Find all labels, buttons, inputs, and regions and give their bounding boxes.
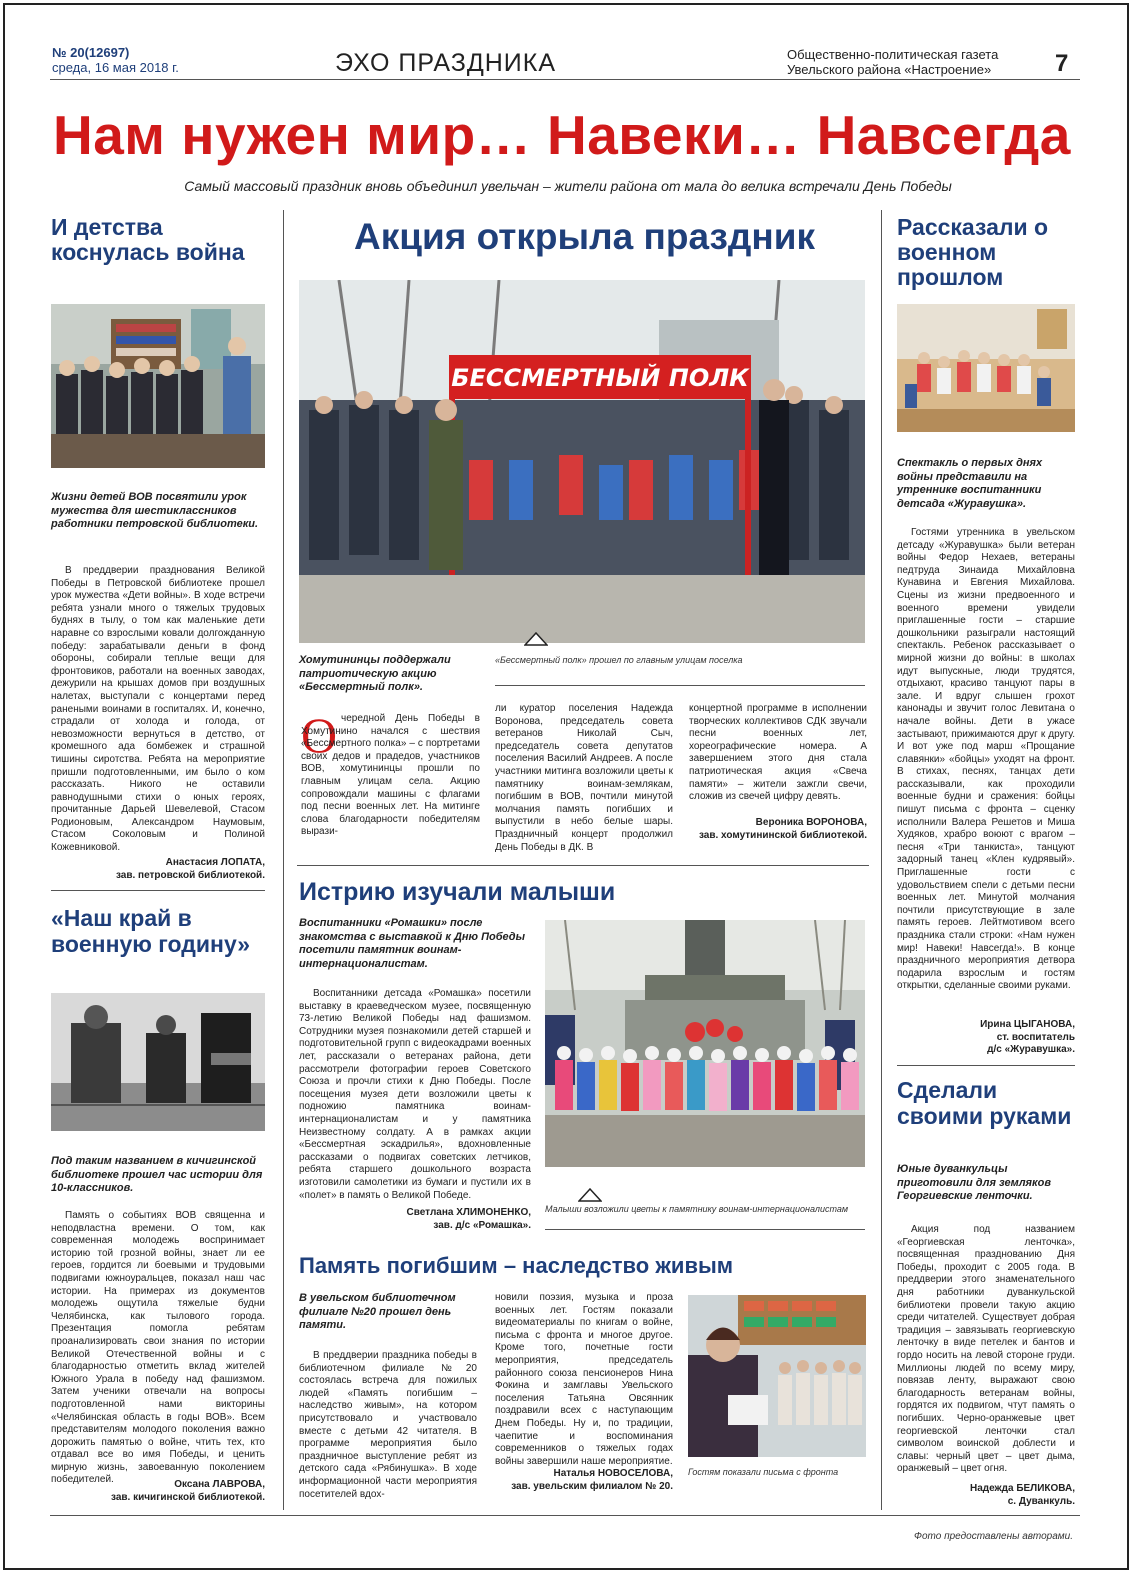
kindergarten-play-photo xyxy=(897,304,1075,432)
article-center-title: Акция открыла праздник xyxy=(354,216,815,257)
divider xyxy=(897,1065,1075,1066)
divider xyxy=(51,890,265,891)
main-headline: Нам нужен мир… Навеки… Навсегда xyxy=(53,104,1071,166)
author-name: Ирина ЦЫГАНОВА, xyxy=(980,1019,1075,1030)
war-history-photo xyxy=(51,993,265,1131)
author-position: зав. хомутининской библиотекой. xyxy=(698,829,867,841)
library-photo-caption: Гостям показали письма с фронта xyxy=(688,1467,839,1477)
article-right1-lead: Спектакль о первых днях войны представили на утреннике воспитанники детсада «Журавушка». xyxy=(897,457,1043,510)
kids-photo-caption: Малыши возложили цветы к памятнику воинам-интернационалистам xyxy=(545,1204,849,1214)
article-left2-title: «Наш край в военную годину» xyxy=(51,905,251,957)
article-center-col3: концертной программе в исполнении творческих коллективов СДК звучали песни военных лет, хореографические номера. А завершением этого дня стала патриотическая акция «Свеча памяти» – жители зажгли свечи, сложив из свечей цифру девять. xyxy=(689,703,867,803)
article-right2-title: Сделали своими руками xyxy=(897,1077,1072,1129)
newspaper-page xyxy=(3,3,1129,1570)
article-left1-title: И детства коснулась война xyxy=(51,214,245,265)
article-left1-lead: Жизни детей ВОВ посвятили урок мужества для шестиклассников работники петровской библиотеки. xyxy=(51,491,259,530)
library-lesson-photo xyxy=(51,304,265,468)
column-divider-left xyxy=(283,210,284,1510)
author-position: зав. д/с «Ромашка». xyxy=(433,1219,531,1231)
article-center-author xyxy=(689,817,867,842)
author-position: д/с «Журавушка». xyxy=(987,1044,1075,1056)
issue-info xyxy=(52,45,179,75)
paper-name-line2: Увельского района «Настроение» xyxy=(787,62,992,77)
article-history-title: Истрию изучали малыши xyxy=(299,878,616,906)
author-name: Оксана ЛАВРОВА, xyxy=(174,1479,265,1490)
author-position: зав. кичигинской библиотекой. xyxy=(110,1491,265,1503)
banner-text: БЕССМЕРТНЫЙ ПОЛК xyxy=(451,364,749,392)
header-rule xyxy=(50,79,1080,80)
dropcap: О xyxy=(301,707,338,763)
article-right1-author xyxy=(897,1019,1075,1057)
article-left1-body: В преддверии празднования Великой Победы в Петровской библиотеке прошел урок мужества «Дети войны». В ходе встречи ребята узнали много о тяжелых трудовых буднях в тылу, о том как маленькие дети наравне со взрослыми ковали долгожданную победу: зарабатывали деньги в фонд обороны, собирали теплые вещи для фронтовиков, работали на военных заводах, дежурили на крышах домов при воздушных налетах, выступали с концертами перед ранеными воинами в госпиталях. И, конечно, страдали от холода и голода, от невозможности вернуться в детство, от кромешного ада бомбежек и страшной тишины сиротства. Ребята на мероприятие пришли подготовленными, им было о ком рассказать. Никого не оставили равнодушными стихи о юных героях, прочитанные Дарьей Шевелевой, Стасом Родионовым, Александром Наумовым, Стасом Соколовым и Полиной Кожевниковой. xyxy=(51,565,265,854)
article-right2-author xyxy=(897,1483,1075,1508)
page-number: 7 xyxy=(1055,50,1069,77)
main-subheadline: Самый массовый праздник вновь объединил увельчан – жители района от мала до велика встречали День Победы xyxy=(184,178,952,194)
footer-rule xyxy=(50,1515,1080,1516)
paper-name xyxy=(787,47,998,77)
immortal-regiment-photo xyxy=(299,280,865,643)
author-position: ст. воспитатель xyxy=(996,1031,1075,1043)
article-left1-author xyxy=(51,857,265,882)
article-left2-lead: Под таким названием в кичигинской библиотеке прошел час истории для 10-классников. xyxy=(51,1155,263,1194)
column-divider-right xyxy=(881,210,882,1510)
article-history-lead: Воспитанники «Ромашки» после знакомства с выставкой к Дню Победы посетили памятник воинам-интернационалистам. xyxy=(299,917,525,970)
divider xyxy=(495,685,865,686)
article-right2-lead: Юные дуванкульцы приготовили для земляков Георгиевские ленточки. xyxy=(897,1163,1051,1202)
issue-date: среда, 16 мая 2018 г. xyxy=(52,60,179,75)
article-right1-body: Гостями утренника в увельском детсаду «Журавушка» были ветеран войны Федор Нехаев, ветераны педтруда Зинаида Михайловна Кунавина и Евгения Михайлова. Сцены из жизни предвоенного и военного времени увидели приглашенные гости – старшие дошкольники разыграли настоящий спектакль. Ребенок рассказывает о мирной жизни до войны: в школах идут выпускные, люди трудятся, отдыхают, красиво танцуют пары в зале. И вдруг слышен грохот канонады и звучит голос Левитана о начале войны. Дети в ужасе застывают, прижимаются друг к другу. И вот уже под марш «Прощание славянки» «бойцы» уходят на фронт. В стихах, песнях, танцах дети рассказывали, как проходили военные будни и сражения: бойцы пишут письма с фронта – сценку исполнили Валера Решетов и Миша Худяков, храбро воюют с врагом – песня «Три танкиста», танцуют задорный танец «Клен кудрявый». Приглашенные гости с удовольствием спели с детьми песни военных лет. Минутой молчания почтили присутствующие в зале память героев. Лейтмотивом всего праздника стали строки: «Нам нужен мир! Навеки! Навсегда!». В конце праздничного мероприятия детвора подарила взрослым и гостям открытки, сделанные своими руками. xyxy=(897,527,1075,992)
photo-credit: Фото предоставлены авторами. xyxy=(914,1531,1073,1542)
photo-marker-icon xyxy=(524,632,548,651)
article-right2-body: Акция под названием «Георгиевская ленточка», посвященная празднованию Дня Победы, проходит с 2005 года. В преддверии этого знаменательного дня работники дуванкульской библиотеки провели такую акцию среди читателей. Существует добрая традиция – завязывать георгиевскую ленточку в виде петелек и бантов и гордо носить на левой стороне груди. Миллионы людей по всему миру, повязав ленту, выражают свою благодарность ветеранам войны, гордятся их подвигом, чтут память о погибших. Черно-оранжевые цвет георгиевской ленточки стал символом воинской доблести и славы: черный цвет – цвет дыма, оранжевый – цвет огня. xyxy=(897,1224,1075,1475)
author-name: Надежда БЕЛИКОВА, xyxy=(969,1483,1075,1494)
regiment-photo-caption: «Бессмертный полк» прошел по главным улицам поселка xyxy=(495,655,743,665)
author-name: Вероника ВОРОНОВА, xyxy=(755,817,867,828)
article-left2-body: Память о событиях ВОВ священна и неподвластна времени. О том, как современная молодежь воспринимает историю той грозной войны, знает ли ее героев, гордится ли боевыми и трудовыми подвигами южноуральцев, показал наш час истории. На примерах из документов молодежь ощутила тяжелые будни Челябинска, как тылового города. Презентация помогла ребятам проанализировать свои знания по истории Великой Отечественной войны и с благодарностью отметить вклад жителей Южного Урала в победу над фашизмом. Затем ученики отвечали на вопросы подготовленной нами викторины «Челябинская область в годы ВОВ». Всем представителям молодого поколения важно дорожить памятью о войне, чтить тех, кто отдавал все во имя Победы, и ценить мирную жизнь, завоеванную поколением победителей. xyxy=(51,1210,265,1486)
author-name: Анастасия ЛОПАТА, xyxy=(165,857,265,868)
author-position: зав. петровской библиотекой. xyxy=(115,869,265,881)
paper-name-line1: Общественно-политическая газета xyxy=(787,47,999,62)
kids-monument-photo xyxy=(545,920,865,1167)
article-center-col2: ли куратор поселения Надежда Воронова, председатель совета ветеранов Николай Сыч, председатель совета депутатов поселения Василий Андреев. А после участники митинга возложили цветы к памятнику воинам-землякам, погибшим в ВОВ, почтили минутой молчания память погибших и выпустили в небо белые шары. Праздничный концерт продолжил День Победы в ДК. В xyxy=(495,703,673,853)
divider xyxy=(545,1229,865,1230)
divider xyxy=(297,865,869,866)
rubric-title: ЭХО ПРАЗДНИКА xyxy=(335,49,557,77)
article-memory-author xyxy=(495,1468,673,1493)
author-position: с. Дуванкуль. xyxy=(1007,1495,1075,1507)
author-name: Наталья НОВОСЕЛОВА, xyxy=(553,1468,673,1479)
library-meeting-photo xyxy=(688,1295,866,1457)
article-history-author xyxy=(299,1207,531,1232)
article-memory-title: Память погибшим – наследство живым xyxy=(299,1253,734,1278)
article-history-body: Воспитанники детсада «Ромашка» посетили выставку в краеведческом музее, посвященную 73-летию Великой Победы над фашизмом. Сотрудники музея познакомили детей старшей и подготовительной групп с видеокадрами военных лет, рассказали о ветеранах района, дети рассмотрели фотографии героев Советского Союза и прочли стихи к Дню Победы. После посещения музея дети возложили цветы к подножию памятника воинам-интернационалистам и у памятника Неизвестному солдату. А в рамках акции «Бессмертная эскадрилья», вдохновленные рассказами о подвигах советских летчиков, ребята старшего дошкольного возраста изготовили самолетики из бумаги и пустили их в «полет» в память о Великой Победе. xyxy=(299,988,531,1201)
article-memory-col2: новили поэзия, музыка и проза военных лет. Гостям показали видеоматериалы по книгам о войне, письма с фронта и многое другое. Кроме того, почетные гости мероприятия, председатель районного союза пенсионеров Нина Фокина и замглавы Увельского поселения Татьяна Овсянник поздравили всех с наступающим Днем Победы. Ну и, по традиции, чаепитие и воспоминания современников о тяжелых годах войны завершили наше мероприятие. xyxy=(495,1292,673,1467)
author-name: Светлана ХЛИМОНЕНКО, xyxy=(406,1207,531,1218)
article-memory-col1: В преддверии праздника победы в библиотечном филиале №20 состоялась встреча для пожилых людей «Память погибшим – наследство живым», на котором присутствовало и участвовало вместе с детьми 42 читателя. В программе мероприятия было праздничное выступление ребят из детского сада «Рябинушка». В ходе информационной части мероприятия посетителей вдох- xyxy=(299,1350,477,1500)
article-memory-lead: В увельском библиотечном филиале №20 прошел день памяти. xyxy=(299,1292,456,1331)
issue-number: № 20(12697) xyxy=(52,45,130,60)
article-center-lead: Хомутининцы поддержали патриотическую акцию «Бессмертный полк». xyxy=(299,654,451,693)
article-left2-author xyxy=(51,1479,265,1504)
author-position: зав. увельским филиалом № 20. xyxy=(511,1480,673,1492)
article-right1-title: Рассказали о военном прошлом xyxy=(897,214,1049,290)
article-center-col1: чередной День Победы в Хомутинино начался с шествия «Бессмертного полка» – с портретами своих дедов и прадедов, участников ВОВ, хомутининцы прошли по главным улицам села. Акцию сопровождали машины с флагами под песни военных лет. На митинге слова благодарности победителям вырази- xyxy=(301,713,480,838)
